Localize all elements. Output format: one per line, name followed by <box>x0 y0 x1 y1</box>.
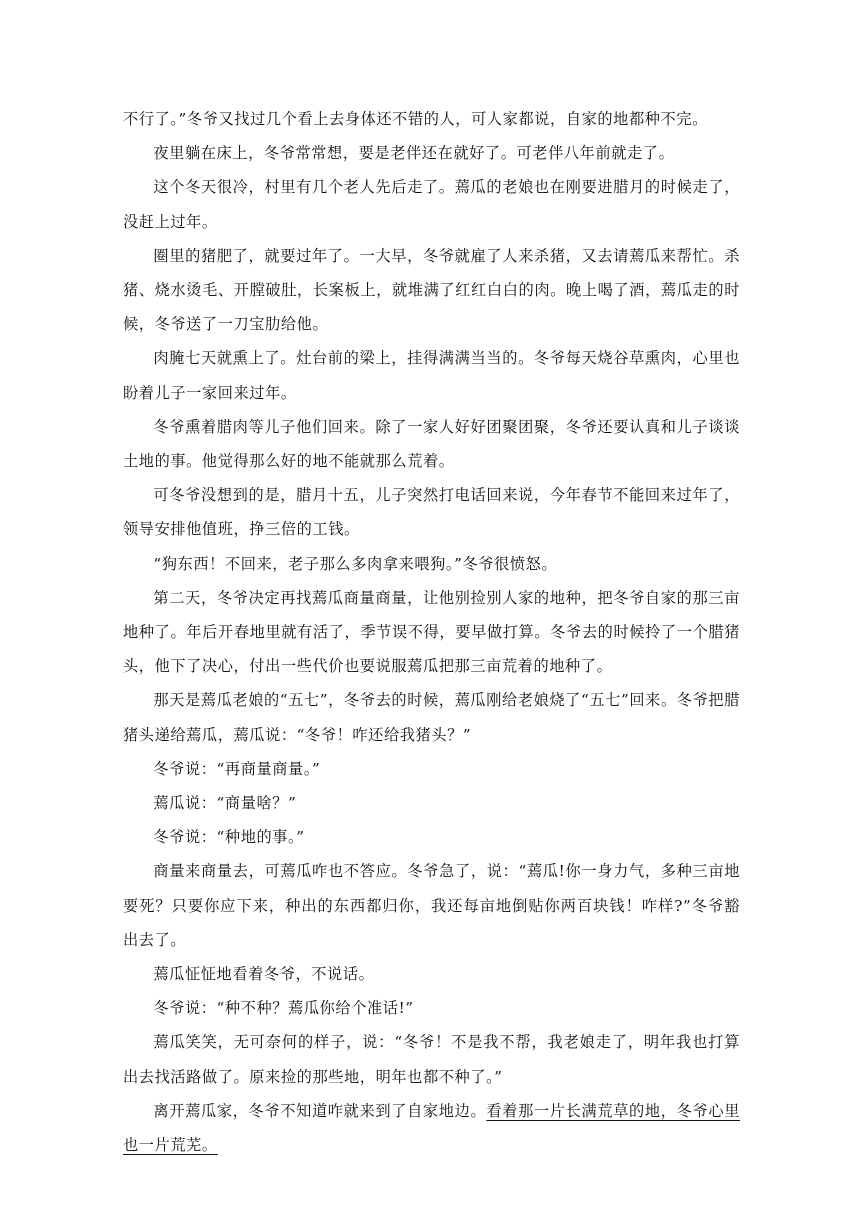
last-paragraph <box>123 1094 740 1162</box>
paragraph: 蔫瓜笑笑，无可奈何的样子，说：“冬爷！不是我不帮，我老娘走了，明年我也打算出去找活路做了。原来捡的那些地，明年也都不种了。” <box>123 1033 740 1086</box>
paragraph: 蔫瓜怔怔地看着冬爷，不说话。 <box>153 965 375 984</box>
paragraph: 可冬爷没想到的是，腊月十五，儿子突然打电话回来说，今年春节不能回来过年了，领导安排他值班，挣三倍的工钱。 <box>123 486 740 539</box>
paragraph: 这个冬天很冷，村里有几个老人先后走了。蔫瓜的老娘也在刚要进腊月的时候走了，没赶上过年。 <box>123 178 740 231</box>
underlined-sentence: 看着那一片长满荒草的地，冬爷心里也一片荒芜。 <box>123 1101 740 1155</box>
paragraph: 第二天，冬爷决定再找蔫瓜商量商量，让他别捡别人家的地种，把冬爷自家的那三亩地种了。年后开春地里就有活了，季节误不得，要早做打算。冬爷去的时候拎了一个腊猪头，他下了决心，付出一些代价也要说服蔫瓜把那三亩荒着的地种了。 <box>123 588 740 676</box>
paragraph: 冬爷说：“再商量商量。” <box>153 759 321 778</box>
paragraph: 圈里的猪肥了，就要过年了。一大早，冬爷就雇了人来杀猪，又去请蔫瓜来帮忙。杀猪、烧水烫毛、开膛破肚，长案板上，就堆满了红红白白的肉。晚上喝了酒，蔫瓜走的时候，冬爷送了一刀宝肋给他。 <box>123 246 740 334</box>
document-body <box>123 102 740 1162</box>
paragraph: 蔫瓜说：“商量啥？” <box>153 794 297 813</box>
paragraph: 那天是蔫瓜老娘的“五七”，冬爷去的时候，蔫瓜刚给老娘烧了“五七”回来。冬爷把腊猪头递给蔫瓜，蔫瓜说：“冬爷！咋还给我猪头？” <box>123 691 740 744</box>
last-paragraph-text: 离开蔫瓜家，冬爷不知道咋就来到了自家地边。 <box>153 1101 487 1120</box>
paragraph: 商量来商量去，可蔫瓜咋也不答应。冬爷急了，说：“蔫瓜!你一身力气，多种三亩地要死？只要你应下来，种出的东西都归你，我还每亩地倒贴你两百块钱！咋样?”冬爷豁出去了。 <box>123 862 740 949</box>
paragraph: 夜里躺在床上，冬爷常常想，要是老伴还在就好了。可老伴八年前就走了。 <box>153 144 675 163</box>
paragraph: 冬爷说：“种地的事。” <box>153 828 305 847</box>
paragraph: 冬爷说：“种不种？蔫瓜你给个准话!” <box>153 999 414 1018</box>
paragraph: 冬爷熏着腊肉等儿子他们回来。除了一家人好好团聚团聚，冬爷还要认真和儿子谈谈土地的事。他觉得那么好的地不能就那么荒着。 <box>123 417 740 471</box>
paragraph: 肉腌七天就熏上了。灶台前的梁上，挂得满满当当的。冬爷每天烧谷草熏肉，心里也盼着儿子一家回来过年。 <box>123 349 740 402</box>
paragraph: “狗东西！不回来，老子那么多肉拿来喂狗。”冬爷很愤怒。 <box>153 554 558 573</box>
paragraph: 不行了。”冬爷又找过几个看上去身体还不错的人，可人家都说，自家的地都种不完。 <box>123 110 708 128</box>
